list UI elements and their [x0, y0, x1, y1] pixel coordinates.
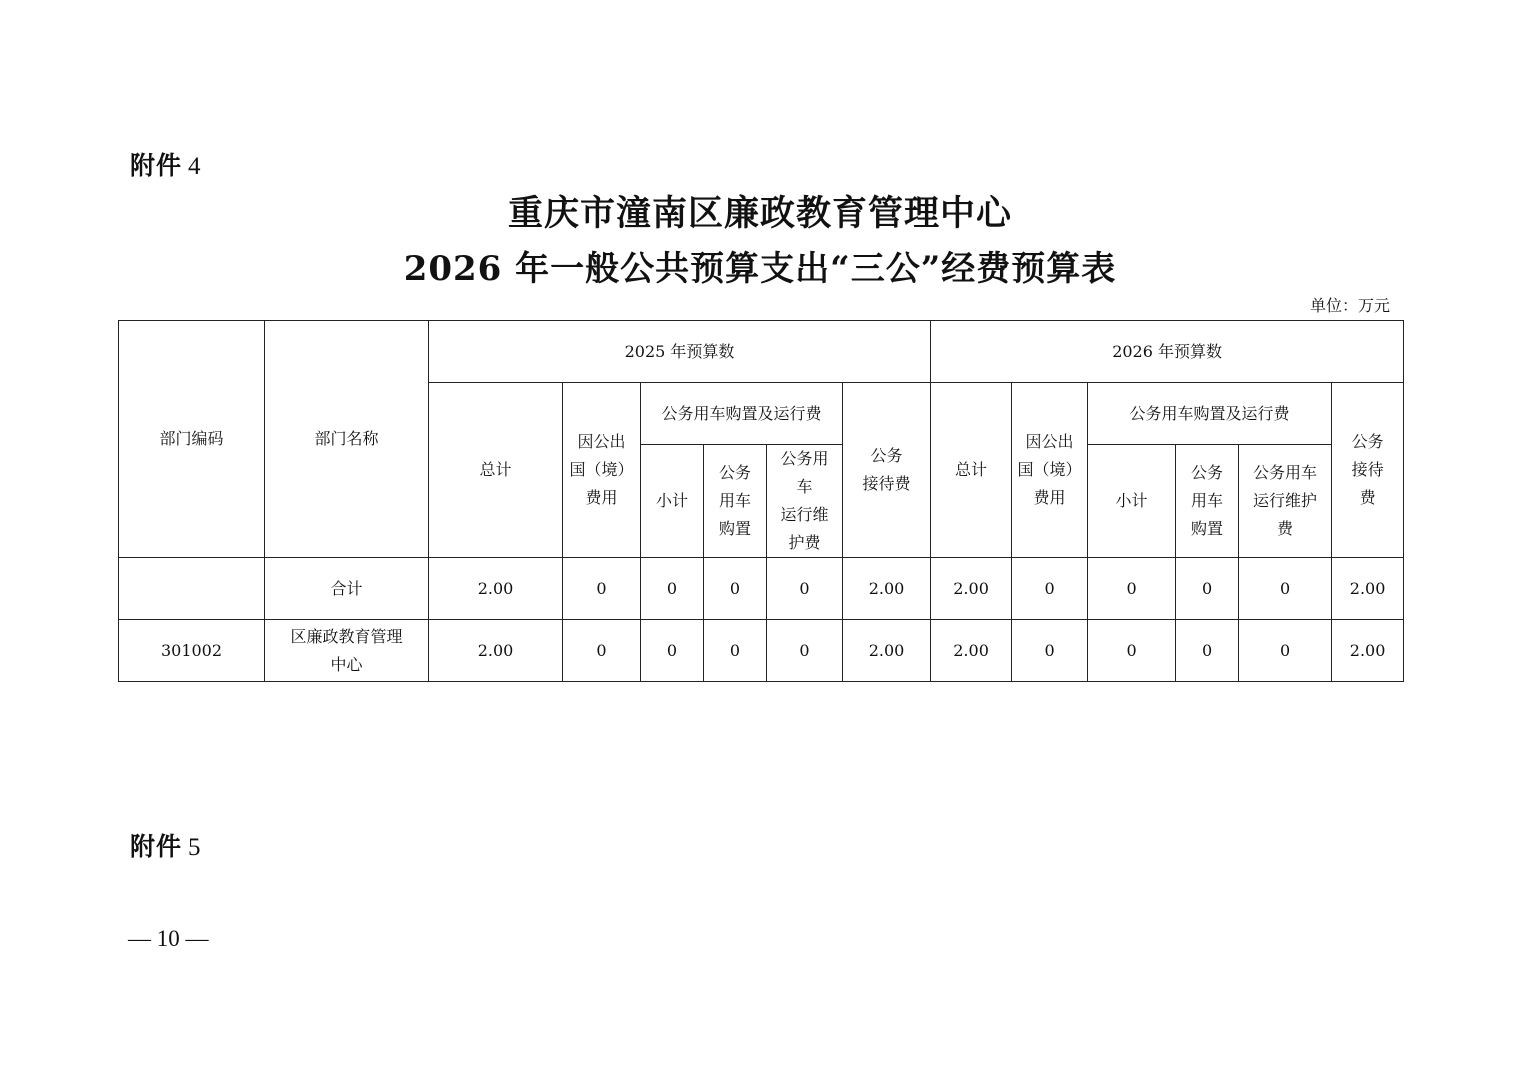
dept-name-cell [265, 620, 429, 682]
header-line: 接待 [1351, 460, 1384, 479]
table-row-total [119, 558, 1404, 620]
header-2025-total: 总计 [429, 383, 563, 558]
value-cell: 0 [767, 620, 843, 682]
header-2025-budget: 2025 年预算数 [429, 321, 931, 383]
value-cell: 0 [1176, 620, 1239, 682]
value-cell: 0 [1012, 620, 1088, 682]
value-cell: 2.00 [931, 558, 1012, 620]
value-cell: 2.00 [1332, 620, 1404, 682]
header-2025-subtotal: 小计 [641, 445, 704, 558]
header-line: 购置 [718, 519, 751, 538]
header-line: 公务 [1351, 432, 1384, 451]
dept-code-cell: 301002 [119, 620, 265, 682]
dept-name-line: 中心 [330, 654, 363, 674]
unit-label: 单位：万元 [1309, 296, 1390, 315]
header-line: 接待费 [862, 474, 911, 493]
header-line: 费 [1277, 519, 1294, 538]
header-row-1 [119, 321, 1404, 383]
header-line: 公务 [718, 463, 751, 482]
attachment-word: 附件 [130, 832, 183, 861]
attachment-number: 5 [188, 834, 202, 861]
header-line: 购置 [1191, 519, 1224, 538]
value-cell: 0 [1239, 620, 1332, 682]
value-cell: 2.00 [843, 558, 931, 620]
header-line: 公务用 [780, 449, 829, 468]
attachment-label-4 [130, 146, 202, 182]
value-cell: 0 [767, 558, 843, 620]
header-line: 公务用车 [1253, 463, 1318, 482]
value-cell: 0 [563, 558, 641, 620]
header-2025-abroad [563, 383, 641, 558]
header-2026-total: 总计 [931, 383, 1012, 558]
header-dept-name: 部门名称 [265, 321, 429, 558]
value-cell: 2.00 [429, 558, 563, 620]
value-cell: 0 [641, 558, 704, 620]
header-2025-purchase [704, 445, 767, 558]
header-line: 公务 [1191, 463, 1224, 482]
header-2026-budget: 2026 年预算数 [931, 321, 1404, 383]
header-line: 公务 [870, 446, 903, 465]
value-cell: 0 [641, 620, 704, 682]
header-line: 国（境） [1017, 460, 1082, 479]
value-cell: 0 [1088, 620, 1176, 682]
value-cell: 2.00 [843, 620, 931, 682]
header-2026-reception [1332, 383, 1404, 558]
header-2026-purchase [1176, 445, 1239, 558]
value-cell: 2.00 [429, 620, 563, 682]
header-line: 用车 [718, 491, 751, 510]
dept-name-line: 区廉政教育管理 [290, 626, 403, 646]
dept-code-cell [119, 558, 265, 620]
dept-name-cell: 合计 [265, 558, 429, 620]
value-cell: 0 [1012, 558, 1088, 620]
value-cell: 0 [1239, 558, 1332, 620]
header-line: 费 [1359, 488, 1376, 507]
page-title-line1: 重庆市潼南区廉政教育管理中心 [507, 193, 1012, 234]
header-line: 费用 [585, 488, 618, 507]
value-cell: 2.00 [931, 620, 1012, 682]
header-2026-vehicle: 公务用车购置及运行费 [1088, 383, 1332, 445]
header-line: 因公出 [577, 432, 626, 451]
header-line: 国（境） [569, 460, 634, 479]
table-row-dept [119, 620, 1404, 682]
attachment-label-5 [130, 827, 202, 863]
value-cell: 0 [704, 558, 767, 620]
header-2025-vehicle: 公务用车购置及运行费 [641, 383, 843, 445]
value-cell: 0 [1088, 558, 1176, 620]
header-dept-code: 部门编码 [119, 321, 265, 558]
value-cell: 0 [704, 620, 767, 682]
budget-table [118, 320, 1404, 682]
header-2026-running [1239, 445, 1332, 558]
header-line: 费用 [1033, 488, 1066, 507]
header-2026-abroad [1012, 383, 1088, 558]
page-number: — 10 — [128, 926, 209, 951]
attachment-word: 附件 [130, 151, 183, 180]
header-line: 用车 [1191, 491, 1224, 510]
attachment-number: 4 [188, 153, 202, 180]
header-line: 运行维护 [1253, 491, 1318, 510]
header-line: 车 [796, 477, 813, 496]
header-line: 护费 [788, 533, 821, 552]
header-2025-running [767, 445, 843, 558]
header-line: 运行维 [780, 505, 829, 524]
header-2026-subtotal: 小计 [1088, 445, 1176, 558]
value-cell: 2.00 [1332, 558, 1404, 620]
value-cell: 0 [563, 620, 641, 682]
header-line: 因公出 [1025, 432, 1074, 451]
header-2025-reception [843, 383, 931, 558]
value-cell: 0 [1176, 558, 1239, 620]
page-title-line2: 2026 年一般公共预算支出“三公”经费预算表 [403, 249, 1117, 289]
